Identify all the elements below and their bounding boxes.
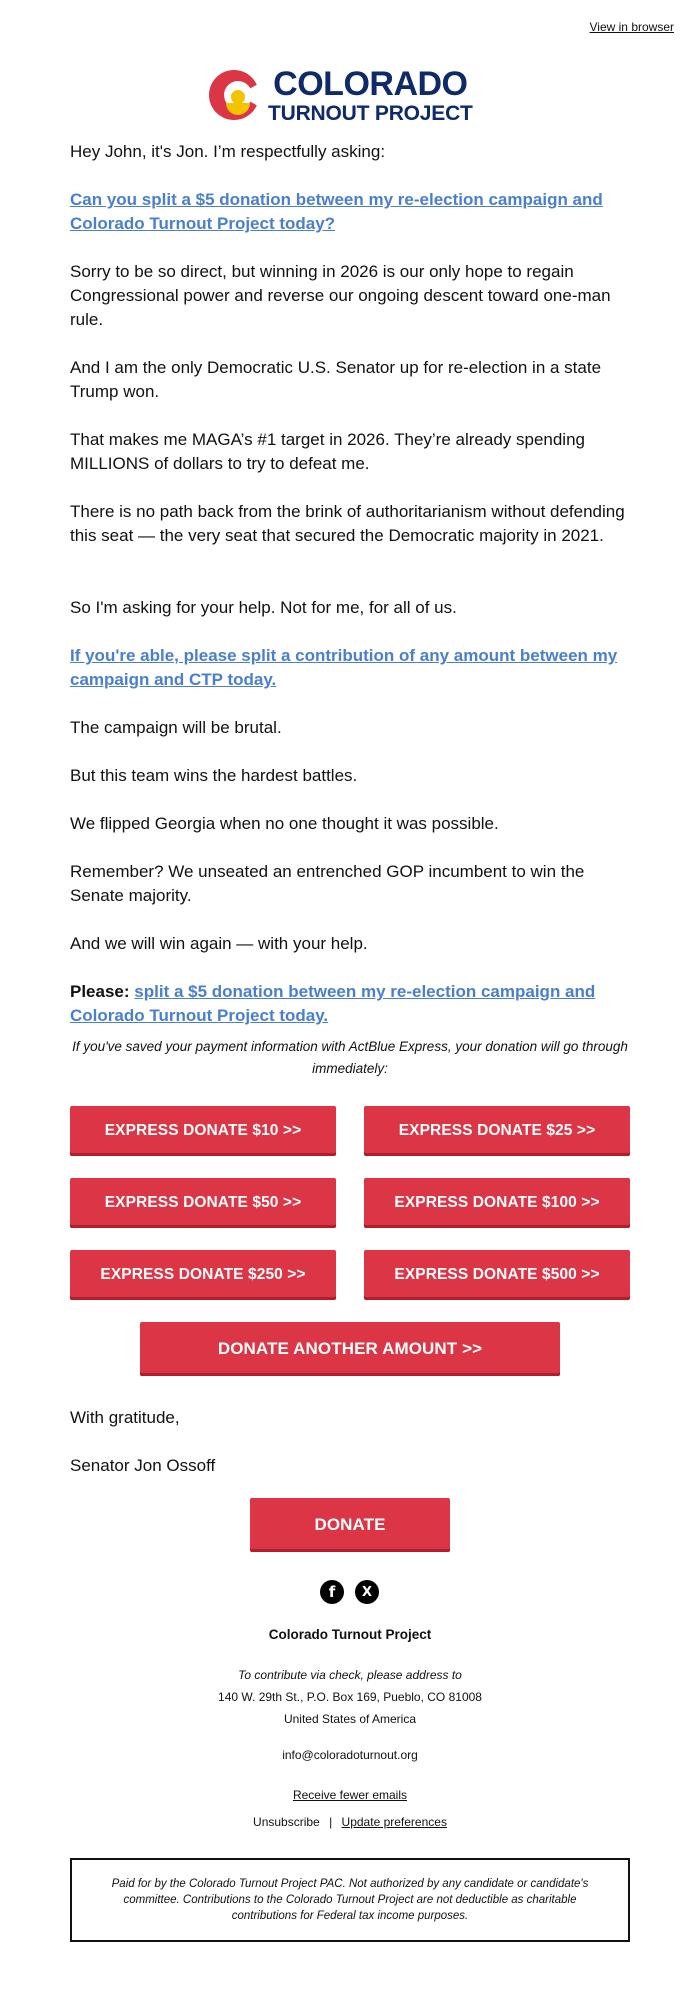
fewer-emails-row bbox=[0, 1788, 700, 1802]
colorado-turnout-project-logo bbox=[208, 66, 494, 124]
donate-another-amount-button[interactable]: DONATE ANOTHER AMOUNT >> bbox=[140, 1322, 560, 1376]
paid-for-disclaimer: Paid for by the Colorado Turnout Project PAC. Not authorized by any candidate or candidate's committee. Contributions to the Colorado Turnout Project are not deductible as charitable contributions for Federal tax income purposes. bbox=[111, 1878, 589, 1922]
split-donation-link-1[interactable]: Can you split a $5 donation between my re-election campaign and Colorado Turnout Project today? bbox=[70, 190, 603, 233]
split-contribution-link[interactable]: If you're able, please split a contribution of any amount between my campaign and CTP today. bbox=[70, 646, 618, 689]
express-donate-100-button[interactable]: EXPRESS DONATE $100 >> bbox=[364, 1178, 630, 1228]
express-donate-10-button[interactable]: EXPRESS DONATE $10 >> bbox=[70, 1106, 336, 1156]
unsubscribe-row bbox=[0, 1815, 700, 1829]
link-separator: | bbox=[329, 1815, 333, 1829]
paragraph-9: Remember? We unseated an entrenched GOP incumbent to win the Senate majority. bbox=[70, 862, 585, 905]
logo-line-2: TURNOUT PROJECT bbox=[268, 101, 473, 125]
express-donate-50-button[interactable]: EXPRESS DONATE $50 >> bbox=[70, 1178, 336, 1228]
mailing-address: 140 W. 29th St., P.O. Box 169, Pueblo, CO 81008 bbox=[218, 1690, 482, 1704]
please-cta-paragraph bbox=[70, 980, 630, 1028]
x-twitter-icon[interactable]: X bbox=[355, 1580, 379, 1604]
greeting: Hey John, it's Jon. I’m respectfully asking: bbox=[70, 142, 386, 161]
footer-org-name: Colorado Turnout Project bbox=[268, 1627, 432, 1642]
paragraph-8: We flipped Georgia when no one thought it was possible. bbox=[70, 814, 499, 833]
express-donate-25-button[interactable]: EXPRESS DONATE $25 >> bbox=[364, 1106, 630, 1156]
signature: Senator Jon Ossoff bbox=[70, 1456, 216, 1475]
contact-email: info@coloradoturnout.org bbox=[282, 1748, 418, 1762]
paragraph-1: Sorry to be so direct, but winning in 2026 is our only hope to regain Congressional power and reverse our ongoing descent toward one-man rule. bbox=[70, 262, 611, 329]
paragraph-10: And we will win again — with your help. bbox=[70, 934, 368, 953]
donate-button[interactable]: DONATE bbox=[250, 1498, 450, 1552]
express-donate-250-button[interactable]: EXPRESS DONATE $250 >> bbox=[70, 1250, 336, 1300]
facebook-icon[interactable]: f bbox=[320, 1580, 344, 1604]
update-preferences-link[interactable]: Update preferences bbox=[341, 1815, 447, 1829]
disclaimer-box bbox=[70, 1858, 630, 1942]
logo-line-1: COLORADO bbox=[273, 64, 468, 103]
actblue-express-note: If you've saved your payment information with ActBlue Express, your donation will go through immediately: bbox=[72, 1039, 628, 1076]
paragraph-5: So I'm asking for your help. Not for me, for all of us. bbox=[70, 598, 457, 617]
paragraph-3: That makes me MAGA’s #1 target in 2026. They’re already spending MILLIONS of dollars to try to defeat me. bbox=[70, 430, 585, 473]
split-donation-link-2[interactable]: split a $5 donation between my re-election campaign and Colorado Turnout Project today. bbox=[70, 982, 596, 1025]
unsubscribe-link[interactable]: Unsubscribe bbox=[253, 1815, 320, 1829]
paragraph-4: There is no path back from the brink of authoritarianism without defending this seat — the very seat that secured the Democratic majority in 2021. bbox=[70, 502, 625, 545]
mailing-country: United States of America bbox=[283, 1712, 417, 1726]
paragraph-6: The campaign will be brutal. bbox=[70, 718, 282, 737]
sign-off: With gratitude, bbox=[70, 1408, 180, 1427]
check-note: To contribute via check, please address to bbox=[238, 1668, 462, 1682]
logo-wordmark bbox=[268, 64, 473, 125]
express-donate-500-button[interactable]: EXPRESS DONATE $500 >> bbox=[364, 1250, 630, 1300]
paragraph-7: But this team wins the hardest battles. bbox=[70, 766, 358, 785]
please-label: Please: bbox=[70, 982, 130, 1001]
paragraph-2: And I am the only Democratic U.S. Senator up for re-election in a state Trump won. bbox=[70, 358, 602, 401]
receive-fewer-emails-link[interactable]: Receive fewer emails bbox=[292, 1788, 408, 1802]
colorado-c-logo-icon bbox=[208, 69, 260, 121]
view-in-browser-link[interactable]: View in browser bbox=[589, 20, 674, 34]
